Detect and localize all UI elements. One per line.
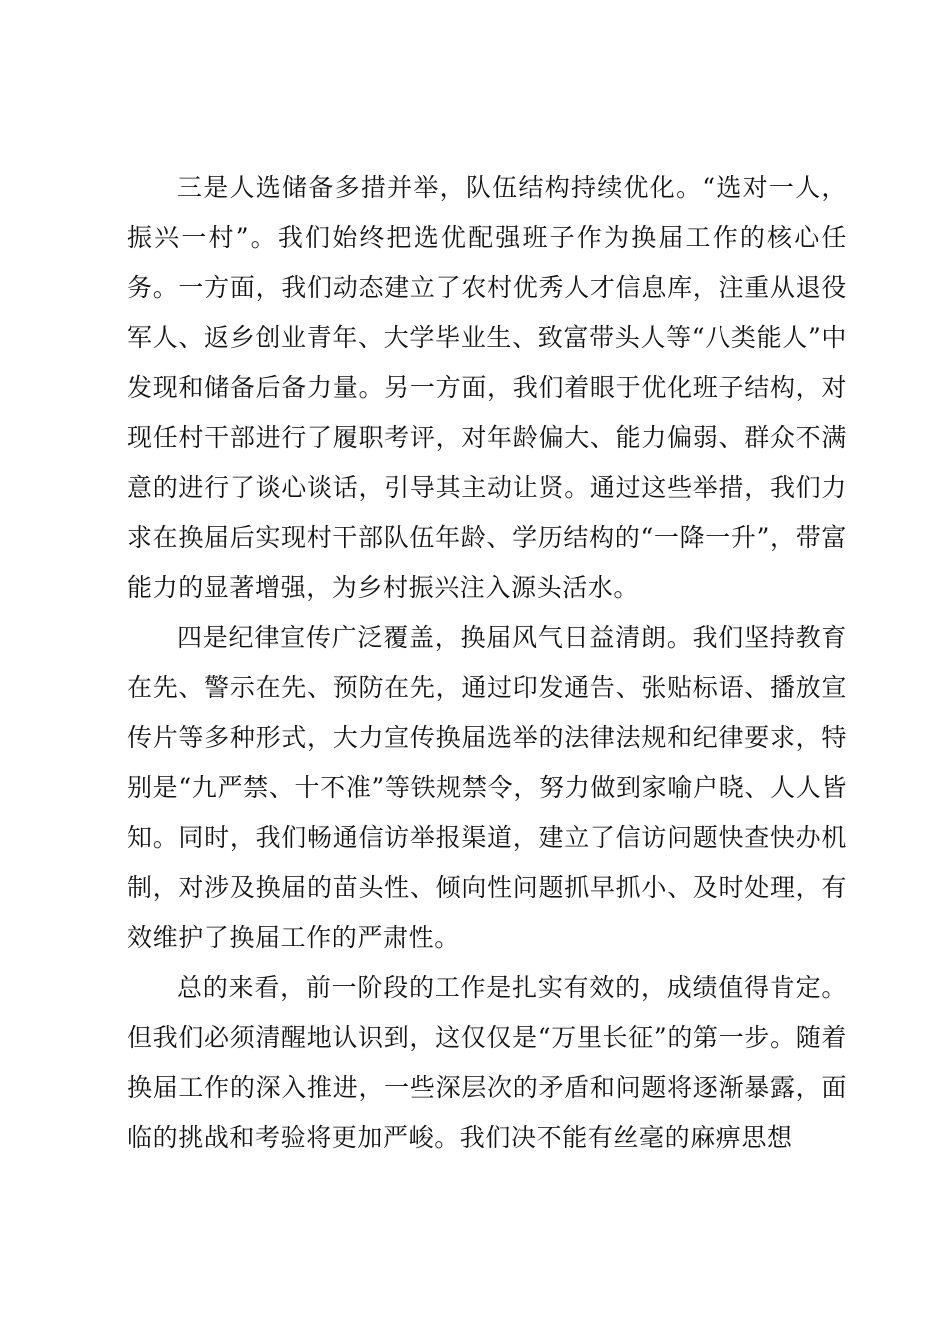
paragraph-discipline-publicity: 四是纪律宣传广泛覆盖，换届风气日益清朗。我们坚持教育在先、警示在先、预防在先，通过印发通告、张贴标语、播放宣传片等多种形式，大力宣传换届选举的法律法规和纪律要求，特别是“九严禁、十不准”等铁规禁令，努力做到家喻户晓、人人皆知。同时，我们畅通信访举报渠道，建立了信访问题快查快办机制，对涉及换届的苗头性、倾向性问题抓早抓小、及时处理，有效维护了换届工作的严肃性。 [127,623,847,952]
paragraph-summary: 总的来看，前一阶段的工作是扎实有效的，成绩值得肯定。但我们必须清醒地认识到，这仅仅是“万里长征”的第一步。随着换届工作的深入推进，一些深层次的矛盾和问题将逐渐暴露，面临的挑战和考验将更加严峻。我们决不能有丝毫的麻痹思想 [127,973,847,1152]
document-body [127,163,847,1163]
paragraph-candidate-reserve: 三是人选储备多措并举，队伍结构持续优化。“选对一人，振兴一村”。我们始终把选优配强班子作为换届工作的核心任务。一方面，我们动态建立了农村优秀人才信息库，注重从退役军人、返乡创业青年、大学毕业生、致富带头人等“八类能人”中发现和储备后备力量。另一方面，我们着眼于优化班子结构，对现任村干部进行了履职考评，对年龄偏大、能力偏弱、群众不满意的进行了谈心谈话，引导其主动让贤。通过这些举措，我们力求在换届后实现村干部队伍年龄、学历结构的“一降一升”，带富能力的显著增强，为乡村振兴注入源头活水。 [127,173,847,602]
